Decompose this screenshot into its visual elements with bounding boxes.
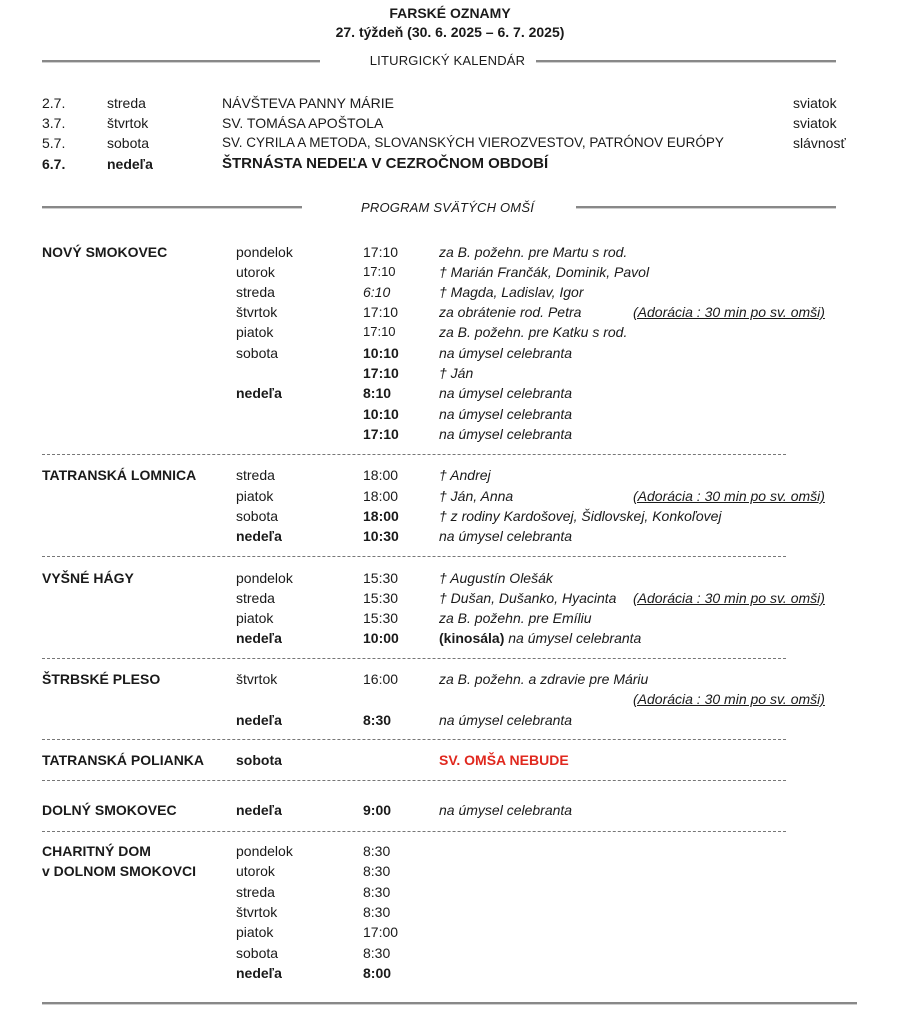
mass-time: 15:30 <box>363 610 399 626</box>
mass-intention: † Ján, Anna <box>439 488 514 504</box>
mass-intention: na úmysel celebranta <box>439 528 573 544</box>
mass-day: sobota <box>236 508 279 524</box>
mass-day: sobota <box>236 345 279 361</box>
mass-day: štvrtok <box>236 304 278 320</box>
mass-intention: na úmysel celebranta <box>439 426 573 442</box>
mass-intention: † Augustín Olešák <box>439 570 553 586</box>
calendar-rank: slávnosť <box>793 135 846 151</box>
section-divider <box>42 739 786 740</box>
week-subtitle: 27. týždeň (30. 6. 2025 – 6. 7. 2025) <box>335 24 565 40</box>
mass-day: sobota <box>236 945 279 961</box>
adoration-note: (Adorácia : 30 min po sv. omši) <box>633 691 825 707</box>
cancelled-notice: SV. OMŠA NEBUDE <box>439 752 569 768</box>
mass-intention: na úmysel celebranta <box>439 712 573 728</box>
mass-intention: za B. požehn. a zdravie pre Máriu <box>439 671 649 687</box>
mass-intention: za B. požehn. pre Katku s rod. <box>439 324 628 340</box>
mass-time: 18:00 <box>363 488 399 504</box>
calendar-rank: sviatok <box>793 115 837 131</box>
mass-location: (kinosála) <box>439 630 505 646</box>
mass-time: 15:30 <box>363 570 399 586</box>
mass-time: 17:10 <box>363 324 396 339</box>
calendar-date: 3.7. <box>42 115 66 131</box>
mass-time: 17:10 <box>363 426 399 442</box>
calendar-date: 6.7. <box>42 156 66 172</box>
place-name: DOLNÝ SMOKOVEC <box>42 802 177 818</box>
mass-time: 18:00 <box>363 508 399 524</box>
calendar-day: streda <box>107 95 146 111</box>
mass-day: pondelok <box>236 570 293 586</box>
calendar-day: nedeľa <box>107 156 153 172</box>
program-heading: PROGRAM SVÄTÝCH OMŠÍ <box>360 200 535 215</box>
place-name: TATRANSKÁ LOMNICA <box>42 467 197 483</box>
calendar-feast: SV. CYRILA A METODA, SLOVANSKÝCH VIEROZVESTOV, PATRÓNOV EURÓPY <box>222 135 724 150</box>
mass-intention: na úmysel celebranta <box>439 406 573 422</box>
mass-day: piatok <box>236 488 274 504</box>
place-name: ŠTRBSKÉ PLESO <box>42 671 161 687</box>
mass-time: 10:10 <box>363 345 399 361</box>
mass-time: 15:30 <box>363 590 399 606</box>
mass-time: 8:10 <box>363 385 392 401</box>
mass-day: piatok <box>236 610 274 626</box>
divider-line <box>42 206 302 209</box>
mass-time: 6:10 <box>363 284 391 300</box>
mass-time: 17:10 <box>363 304 399 320</box>
mass-day: streda <box>236 284 275 300</box>
mass-time: 17:10 <box>363 244 399 260</box>
mass-intention: na úmysel celebranta <box>439 385 573 401</box>
section-divider <box>42 556 786 557</box>
calendar-heading: LITURGICKÝ KALENDÁR <box>369 53 526 68</box>
mass-day: nedeľa <box>236 712 282 728</box>
mass-time: 8:30 <box>363 945 391 961</box>
mass-intention: † Dušan, Dušanko, Hyacinta <box>439 590 617 606</box>
mass-time: 17:10 <box>363 365 399 381</box>
mass-day: nedeľa <box>236 630 282 646</box>
adoration-note: (Adorácia : 30 min po sv. omši) <box>633 590 825 606</box>
mass-time: 10:10 <box>363 406 399 422</box>
mass-intention: na úmysel celebranta <box>508 630 642 646</box>
place-name: VYŠNÉ HÁGY <box>42 570 134 586</box>
mass-day: streda <box>236 590 275 606</box>
section-divider <box>42 454 786 455</box>
mass-time: 8:00 <box>363 965 392 981</box>
mass-intention: za obrátenie rod. Petra <box>439 304 582 320</box>
calendar-day: sobota <box>107 135 150 151</box>
mass-intention: za B. požehn. pre Emíliu <box>439 610 592 626</box>
calendar-feast: NÁVŠTEVA PANNY MÁRIE <box>222 95 394 111</box>
calendar-date: 5.7. <box>42 135 66 151</box>
mass-time: 10:00 <box>363 630 399 646</box>
mass-day: streda <box>236 884 275 900</box>
mass-time: 18:00 <box>363 467 399 483</box>
mass-intention: za B. požehn. pre Martu s rod. <box>439 244 628 260</box>
calendar-feast: ŠTRNÁSTA NEDEĽA V CEZROČNOM OBDOBÍ <box>222 155 549 172</box>
place-name: CHARITNÝ DOM <box>42 843 151 859</box>
adoration-note: (Adorácia : 30 min po sv. omši) <box>633 488 825 504</box>
mass-intention: † Andrej <box>439 467 491 483</box>
mass-day: streda <box>236 467 275 483</box>
divider-line <box>576 206 836 209</box>
mass-day: nedeľa <box>236 385 282 401</box>
mass-day: štvrtok <box>236 904 278 920</box>
calendar-rank: sviatok <box>793 95 837 111</box>
calendar-feast: SV. TOMÁSA APOŠTOLA <box>222 115 384 131</box>
mass-time: 8:30 <box>363 904 391 920</box>
place-name-line2: v DOLNOM SMOKOVCI <box>42 863 197 879</box>
mass-intention: na úmysel celebranta <box>439 802 573 818</box>
mass-day: pondelok <box>236 843 293 859</box>
mass-day: piatok <box>236 324 274 340</box>
divider-line <box>536 60 836 63</box>
divider-line <box>42 60 320 63</box>
calendar-day: štvrtok <box>107 115 149 131</box>
mass-time: 8:30 <box>363 843 391 859</box>
mass-day: utorok <box>236 863 275 879</box>
mass-day: piatok <box>236 924 274 940</box>
mass-time: 17:10 <box>363 264 396 279</box>
section-divider <box>42 658 786 659</box>
mass-time: 8:30 <box>363 884 391 900</box>
mass-day: sobota <box>236 752 282 768</box>
mass-day: štvrtok <box>236 671 278 687</box>
mass-time: 10:30 <box>363 528 399 544</box>
mass-time: 16:00 <box>363 671 399 687</box>
mass-time: 9:00 <box>363 802 392 818</box>
mass-day: nedeľa <box>236 802 282 818</box>
mass-time: 8:30 <box>363 712 392 728</box>
mass-intention: † Marián Frančák, Dominik, Pavol <box>439 264 650 280</box>
mass-intention: † z rodiny Kardošovej, Šidlovskej, Konkoľovej <box>439 508 722 524</box>
place-name: TATRANSKÁ POLIANKA <box>42 752 205 768</box>
mass-time: 8:30 <box>363 863 391 879</box>
mass-intention: † Magda, Ladislav, Igor <box>439 284 584 300</box>
mass-day: nedeľa <box>236 965 282 981</box>
document-title: FARSKÉ OZNAMY <box>389 5 511 21</box>
calendar-date: 2.7. <box>42 95 66 111</box>
mass-intention: na úmysel celebranta <box>439 345 573 361</box>
mass-location-line <box>439 630 641 646</box>
mass-day: utorok <box>236 264 275 280</box>
footer-divider <box>42 1002 857 1005</box>
mass-day: pondelok <box>236 244 293 260</box>
section-divider <box>42 831 786 832</box>
mass-time: 17:00 <box>363 924 399 940</box>
mass-intention: † Ján <box>439 365 474 381</box>
adoration-note: (Adorácia : 30 min po sv. omši) <box>633 304 825 320</box>
mass-day: nedeľa <box>236 528 282 544</box>
place-name: NOVÝ SMOKOVEC <box>42 244 168 260</box>
section-divider <box>42 780 786 781</box>
